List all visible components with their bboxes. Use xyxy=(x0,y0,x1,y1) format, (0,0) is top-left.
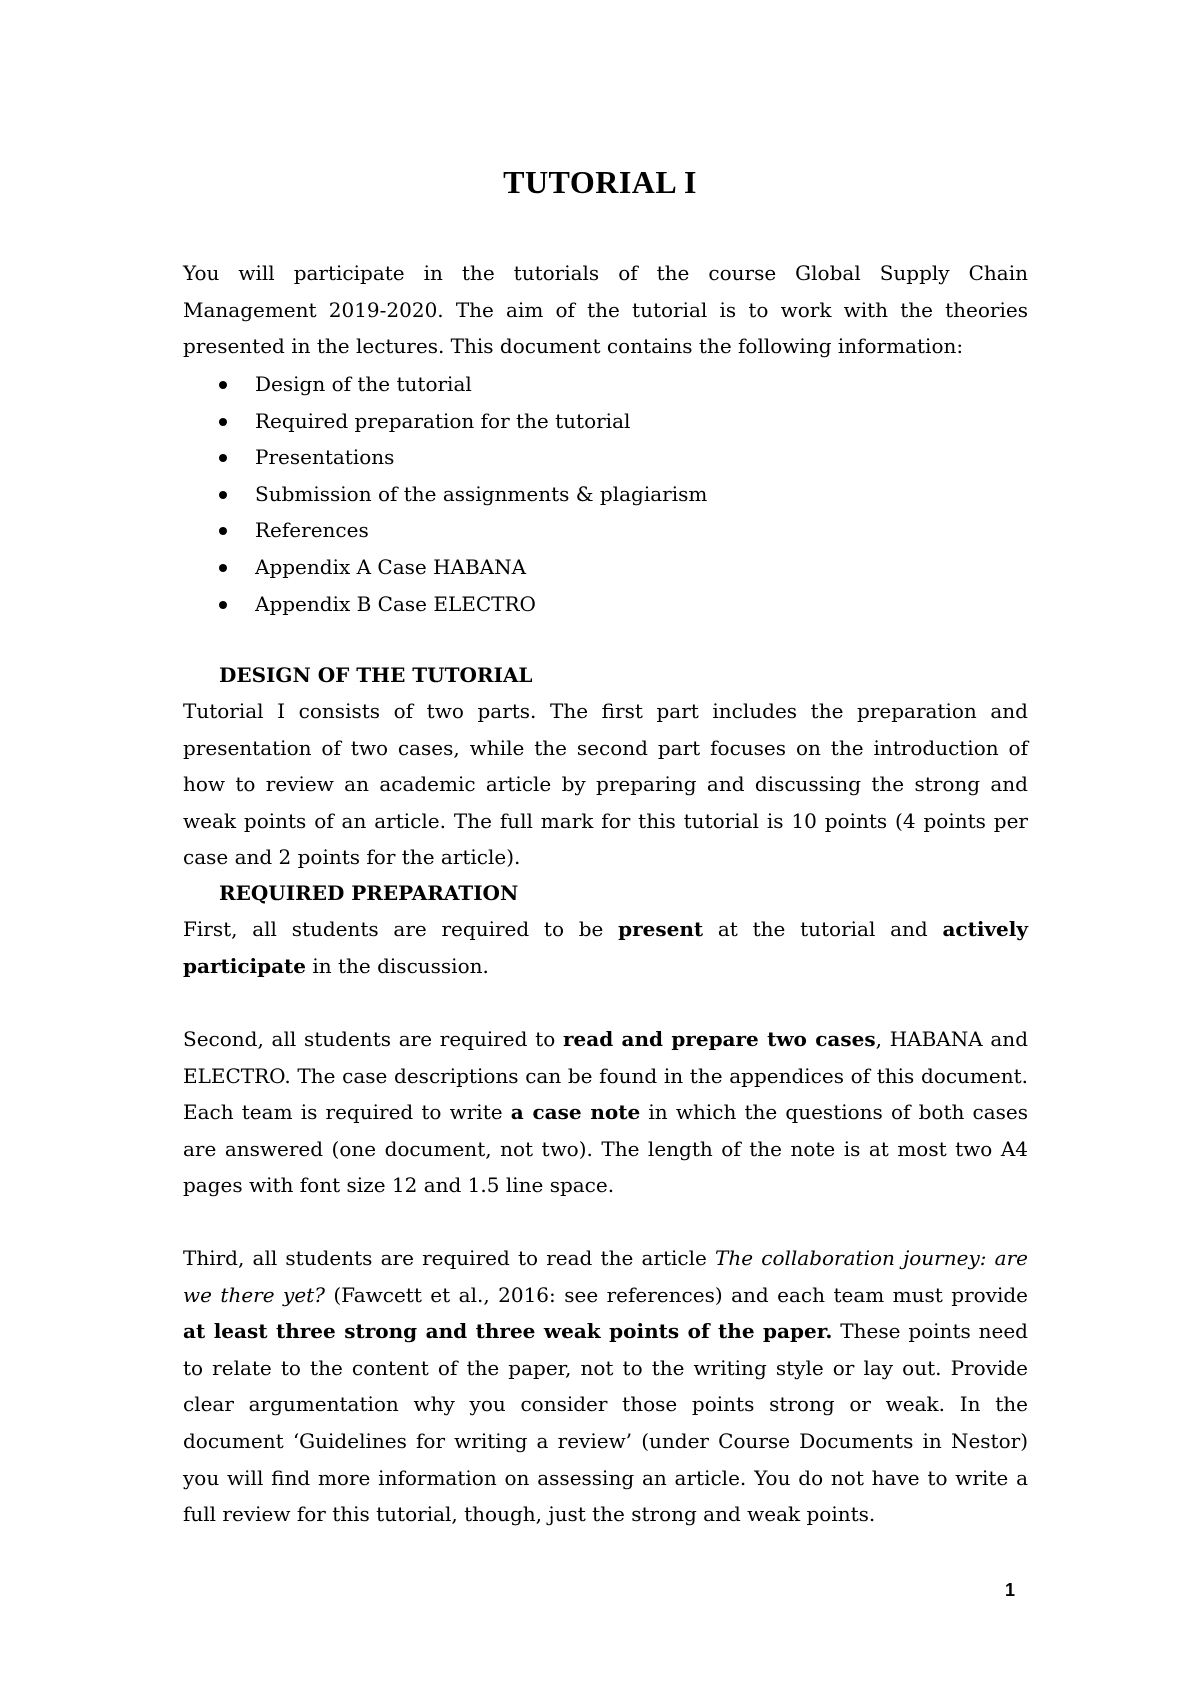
text-run: These points need to relate to the content of the paper, not to the writing style or lay out. Provide clear argumentation why you consider those points strong or weak. In the document ‘Guidelines for writing a review’ (under Course Documents in Nestor) you will find more information on assessing an article. You do not have to write a full review for this tutorial, though, just the strong and weak points. xyxy=(183,1319,1028,1527)
bullet-icon xyxy=(219,527,227,535)
list-item-label: Submission of the assignments & plagiarism xyxy=(255,481,708,506)
text-run: , HABANA and ELECTRO. The case descriptions can be found in the appendices of this document. Each team is required to write xyxy=(183,1027,1028,1125)
list-item-label: Presentations xyxy=(255,445,395,470)
bullet-icon xyxy=(219,418,227,426)
text-run: Second, all students are required to xyxy=(183,1027,563,1051)
bold-run: present xyxy=(618,917,704,941)
text-run: (Fawcett et al., 2016: see references) and each team must provide xyxy=(324,1282,1029,1307)
list-item xyxy=(183,549,1028,586)
bullet-icon xyxy=(219,381,227,389)
page-number: 1 xyxy=(1005,1580,1016,1600)
preparation-paragraph-3 xyxy=(183,1240,1028,1533)
design-text: Tutorial I consists of two parts. The first part includes the preparation and presentation of two cases, while the second part focuses on the introduction of how to review an academic article by preparing and discussing the strong and weak points of an article. The full mark for this tutorial is 10 points (4 points per case and 2 points for the article). xyxy=(183,699,1028,870)
paragraph-text xyxy=(183,1021,1028,1204)
intro-text: You will participate in the tutorials of the course Global Supply Chain Management 2019-2020. The aim of the tutorial is to work with the theories presented in the lectures. This document contains the following information: xyxy=(183,261,1028,359)
list-item xyxy=(183,586,1028,623)
preparation-paragraph-2 xyxy=(183,1021,1028,1204)
bullet-icon xyxy=(219,601,227,609)
text-run: Third, all students are required to read the article xyxy=(183,1246,715,1270)
design-heading: DESIGN OF THE TUTORIAL xyxy=(219,663,533,687)
bullet-icon xyxy=(219,564,227,572)
list-item xyxy=(183,366,1028,403)
paragraph-text xyxy=(183,1240,1028,1533)
intro-paragraph xyxy=(183,255,1028,365)
article-title: The collaboration journey: are we there yet? xyxy=(183,1246,1029,1307)
bullet-icon xyxy=(219,491,227,499)
bold-run: actively participate xyxy=(183,917,1028,978)
text-run: in which the questions of both cases are answered (one document, not two). The length of the note is at most two A4 pages with font size 12 and 1.5 line space. xyxy=(183,1100,1029,1198)
preparation-paragraph-1 xyxy=(183,911,1028,984)
preparation-heading: REQUIRED PREPARATION xyxy=(219,881,519,905)
list-item xyxy=(183,512,1028,549)
bullet-icon xyxy=(219,454,227,462)
text-run: First, all students are required to be xyxy=(183,917,619,941)
list-item xyxy=(183,476,1028,513)
list-item xyxy=(183,403,1028,440)
text-run: in the discussion. xyxy=(306,953,489,978)
list-item-label: Design of the tutorial xyxy=(255,372,472,396)
list-item-label: Appendix A Case HABANA xyxy=(255,554,527,579)
list-item-label: Appendix B Case ELECTRO xyxy=(255,591,536,616)
bold-run: at least three strong and three weak points of the paper. xyxy=(183,1319,833,1344)
list-item-label: Required preparation for the tutorial xyxy=(255,408,631,433)
design-paragraph xyxy=(183,693,1028,876)
contents-list xyxy=(183,366,1028,622)
bold-run: read and prepare two cases xyxy=(562,1027,876,1051)
bold-run: a case note xyxy=(510,1100,641,1125)
list-item xyxy=(183,439,1028,476)
paragraph-text xyxy=(183,911,1028,984)
text-run: at the tutorial and xyxy=(703,917,943,941)
page-title: TUTORIAL I xyxy=(503,164,697,200)
list-item-label: References xyxy=(255,518,369,543)
